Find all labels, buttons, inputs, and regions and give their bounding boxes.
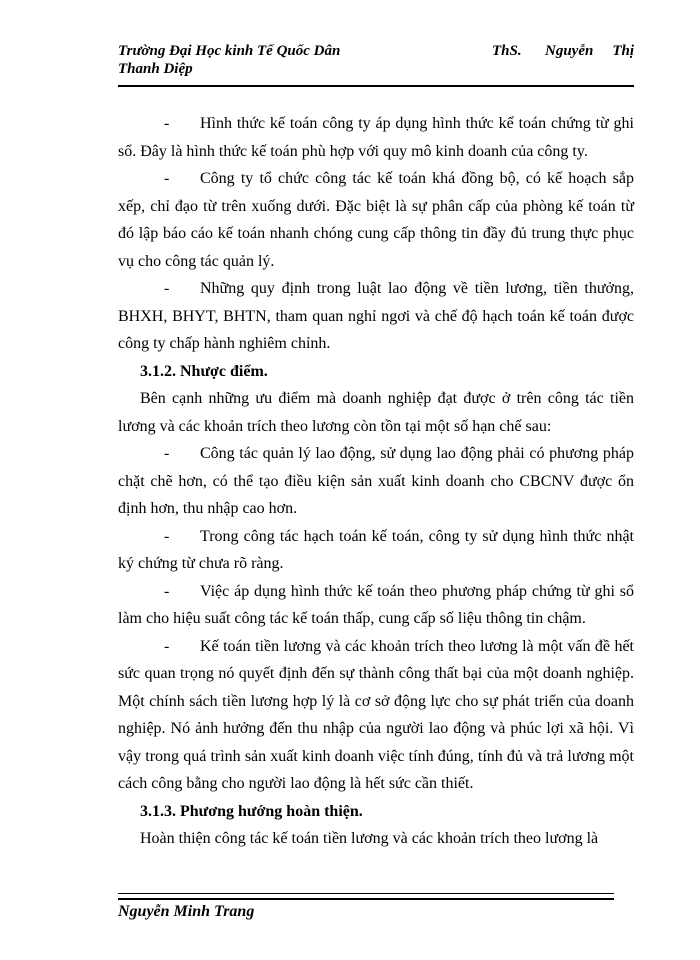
- bullet-dash: -: [164, 582, 170, 600]
- header-school-name: Trường Đại Học kinh Tế Quốc Dân: [118, 43, 341, 59]
- bullet-dash: -: [164, 115, 170, 132]
- bullet-paragraph-3: [118, 275, 634, 358]
- paragraph-text: Trong công tác hạch toán kế toán, công ty sử dụng hình thức nhật ký chứng từ chưa rõ ràng.: [118, 527, 634, 572]
- header-line-2: Thanh Diệp: [118, 61, 193, 77]
- footer-divider: [118, 893, 614, 900]
- paragraph-text: Những quy định trong luật lao động về tiền lương, tiền thưởng, BHXH, BHYT, BHTN, tham quan nghỉ ngơi và chế độ hạch toán kế toán được công ty chấp hành nghiêm chỉnh.: [118, 280, 634, 352]
- footer-author: Nguyễn Minh Trang: [118, 903, 255, 920]
- section-heading-nhuoc-diem: 3.1.2. Nhược điểm.: [140, 362, 268, 380]
- paragraph-text: Công ty tổ chức công tác kế toán khá đồng bộ, có kế hoạch sắp xếp, chỉ đạo từ trên xuống dưới. Đặc biệt là sự phân cấp của phòng kế toán từ đó lập báo cáo kế toán nhanh chóng cung cấp thông tin đầy đủ trung thực phục vụ cho công tác quản lý.: [118, 170, 634, 270]
- bullet-dash: -: [164, 280, 170, 297]
- bullet-paragraph-7: [118, 633, 634, 798]
- paragraph-text: Kế toán tiền lương và các khoản trích theo lương là một vấn đề hết sức quan trọng nó quyết định đến sự thành công thất bại của một doanh nghiệp. Một chính sách tiền lương hợp lý là cơ sở động lực cho sự phát triển của doanh nghiệp. Nó ảnh hưởng đến thu nhập của người lao động và phúc lợi xã hội. Vì vậy trong quá trình sản xuất kinh doanh việc tính đúng, tính đủ và trả lương một cách công bằng cho người lao động là hết sức cần thiết.: [118, 637, 634, 792]
- bullet-dash: -: [164, 445, 170, 462]
- paragraph-text: Công tác quản lý lao động, sử dụng lao động phải có phương pháp chặt chẽ hơn, có thể tạo điều kiện sản xuất kinh doanh cho CBCNV được ổn định hơn, thu nhập cao hơn.: [118, 445, 634, 517]
- body-paragraph-intro: Bên cạnh những ưu điểm mà doanh nghiệp đạt được ở trên công tác tiền lương và các khoản trích theo lương còn tồn tại một số hạn chế sau:: [118, 390, 634, 435]
- body-paragraph-hoan-thien: Hoàn thiện công tác kế toán tiền lương và các khoản trích theo lương là: [140, 830, 599, 847]
- header-ths: ThS.: [492, 43, 522, 59]
- paragraph-text: Việc áp dụng hình thức kế toán theo phương pháp chứng từ ghi sổ làm cho hiệu suất công tác kế toán thấp, cung cấp số liệu thông tin chậm.: [118, 582, 634, 627]
- header-line-1: [118, 42, 634, 60]
- document-body: [118, 110, 634, 853]
- paragraph-text: Hình thức kế toán công ty áp dụng hình thức kế toán chứng từ ghi sổ. Đây là hình thức kế toán phù hợp với quy mô kinh doanh của công ty.: [118, 115, 634, 160]
- header-thi: Thị: [612, 43, 634, 59]
- bullet-paragraph-1: [118, 110, 634, 165]
- bullet-paragraph-6: [118, 578, 634, 633]
- bullet-dash: -: [164, 170, 170, 187]
- header-nguyen: Nguyễn: [545, 43, 594, 59]
- bullet-paragraph-5: [118, 523, 634, 578]
- section-heading-phuong-huong: 3.1.3. Phương hướng hoàn thiện.: [140, 802, 363, 820]
- header-divider: [118, 85, 634, 87]
- bullet-dash: -: [164, 527, 170, 545]
- bullet-dash: -: [164, 637, 170, 655]
- bullet-paragraph-4: [118, 440, 634, 523]
- page-header: [118, 42, 634, 78]
- bullet-paragraph-2: [118, 165, 634, 275]
